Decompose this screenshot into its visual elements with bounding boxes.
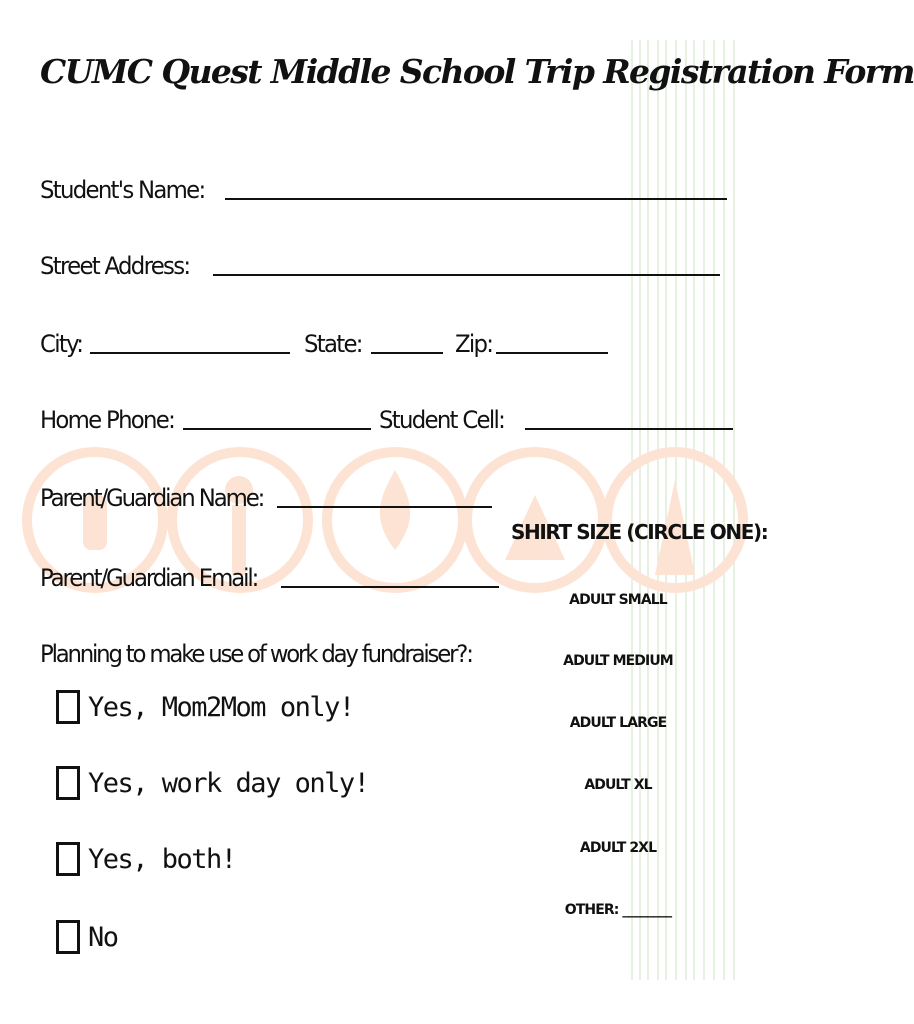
shirt-size-option[interactable]: ADULT LARGE bbox=[569, 715, 667, 731]
phone-row bbox=[40, 392, 733, 432]
fundraiser-option-work-day[interactable] bbox=[56, 766, 368, 800]
parent-name-label: Parent/Guardian Name: bbox=[40, 484, 264, 512]
shirt-size-option[interactable]: ADULT MEDIUM bbox=[563, 653, 673, 669]
fundraiser-question: Planning to make use of work day fundraiser?: bbox=[40, 640, 472, 668]
student-cell-label: Student Cell: bbox=[379, 406, 505, 434]
zip-field[interactable] bbox=[496, 352, 608, 354]
shirt-size-option[interactable]: ADULT SMALL bbox=[569, 592, 667, 608]
shirt-size-other[interactable]: OTHER: ________ bbox=[564, 902, 672, 918]
checkbox[interactable] bbox=[56, 690, 80, 724]
shirt-size-option[interactable]: ADULT XL bbox=[584, 777, 652, 793]
state-field[interactable] bbox=[371, 352, 443, 354]
fundraiser-row bbox=[40, 626, 494, 666]
shirt-size-option[interactable]: ADULT 2XL bbox=[579, 840, 657, 856]
checkbox[interactable] bbox=[56, 842, 80, 876]
fundraiser-option-label: Yes, Mom2Mom only! bbox=[88, 691, 354, 723]
home-phone-field[interactable] bbox=[183, 428, 371, 430]
student-name-field[interactable] bbox=[225, 198, 727, 200]
parent-name-field[interactable] bbox=[277, 506, 492, 508]
shirt-size-heading: SHIRT SIZE (CIRCLE ONE): bbox=[511, 520, 768, 544]
form-title: CUMC Quest Middle School Trip Registration Form bbox=[40, 52, 914, 91]
street-address-field[interactable] bbox=[213, 274, 720, 276]
city-field[interactable] bbox=[90, 352, 290, 354]
street-address-label: Street Address: bbox=[40, 252, 190, 280]
home-phone-label: Home Phone: bbox=[40, 406, 175, 434]
student-cell-field[interactable] bbox=[525, 428, 733, 430]
city-label: City: bbox=[40, 330, 83, 358]
state-label: State: bbox=[304, 330, 363, 358]
student-name-label: Student's Name: bbox=[40, 176, 205, 204]
fundraiser-option-label: No bbox=[88, 921, 118, 953]
fundraiser-option-label: Yes, both! bbox=[88, 843, 236, 875]
parent-email-row bbox=[40, 550, 499, 590]
fundraiser-option-label: Yes, work day only! bbox=[88, 767, 369, 799]
zip-label: Zip: bbox=[455, 330, 493, 358]
parent-email-field[interactable] bbox=[281, 586, 499, 588]
checkbox[interactable] bbox=[56, 920, 80, 954]
city-state-zip-row bbox=[40, 316, 608, 356]
parent-name-row bbox=[40, 470, 492, 510]
parent-email-label: Parent/Guardian Email: bbox=[40, 564, 258, 592]
street-address-row bbox=[40, 238, 720, 278]
fundraiser-option-mom2mom[interactable] bbox=[56, 690, 354, 724]
student-name-row bbox=[40, 162, 727, 202]
fundraiser-option-no[interactable] bbox=[56, 920, 118, 954]
fundraiser-option-both[interactable] bbox=[56, 842, 236, 876]
checkbox[interactable] bbox=[56, 766, 80, 800]
